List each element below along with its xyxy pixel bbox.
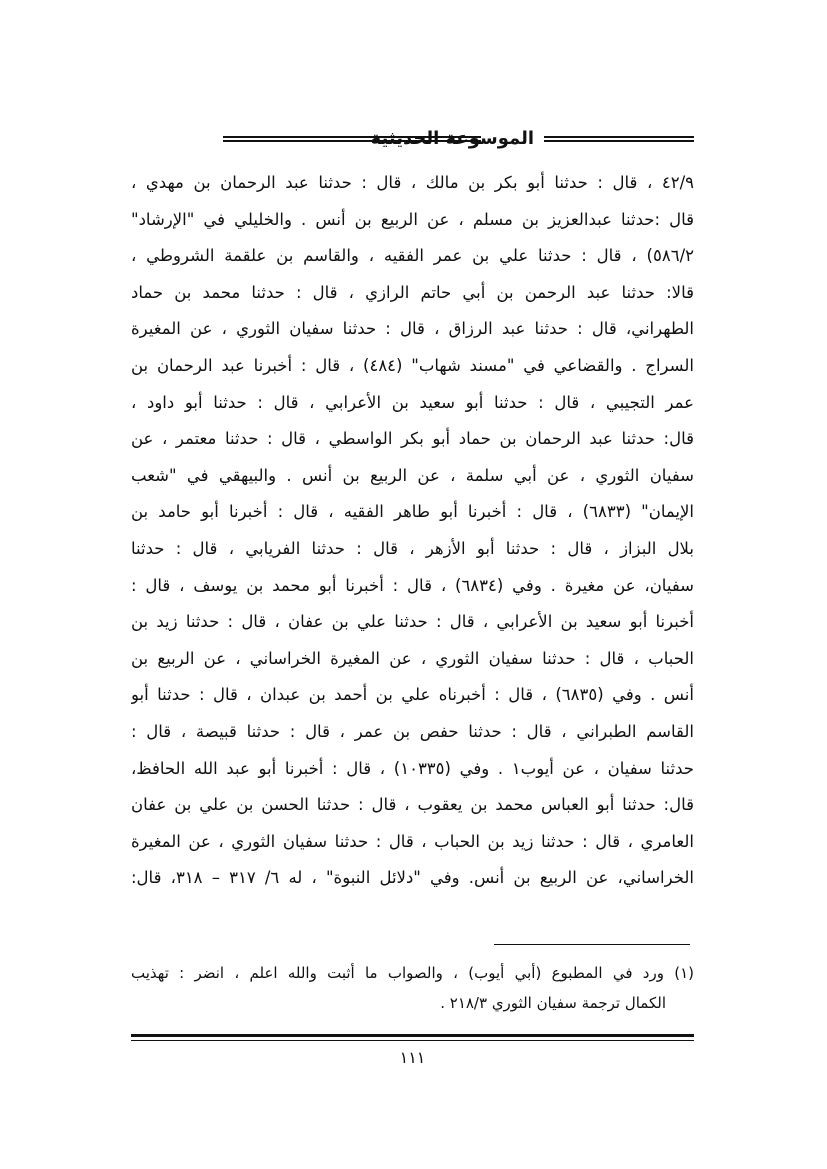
text-line: قالا: حدثنا عبد الرحمن بن أبي حاتم الرازي ، قال : حدثنا محمد بن حماد xyxy=(131,282,694,302)
text-line: سفيان، عن مغيرة . وفي (٦٨٣٤) ، قال : أخبرنا أبو محمد بن يوسف ، قال : xyxy=(131,575,694,595)
footer-rule-thick xyxy=(131,1034,694,1037)
text-line: ٥٨٦/٢) ، قال : حدثنا علي بن عمر الفقيه ، والقاسم بن علقمة الشروطي ، xyxy=(131,246,694,266)
text-line: قال: حدثنا أبو العباس محمد بن يعقوب ، قال : حدثنا الحسن بن علي بن عفان xyxy=(131,795,694,815)
footnote-line: (١) ورد في المطبوع (أبي أيوب) ، والصواب ما أثبت والله اعلم ، انضر : تهذيب xyxy=(131,964,694,982)
text-line: قال :حدثنا عبدالعزيز بن مسلم ، عن الربيع بن أنس . والخليلي في "الإرشاد" xyxy=(131,209,694,229)
footnote xyxy=(131,958,694,1018)
running-header xyxy=(131,124,694,154)
footer-rule-thin xyxy=(131,1040,694,1041)
text-line: السراج . والقضاعي في "مسند شهاب" (٤٨٤) ، قال : أخبرنا عبد الرحمان بن xyxy=(131,355,694,375)
text-line: الإيمان" (٦٨٣٣) ، قال : أخبرنا أبو طاهر الفقيه ، قال : أخبرنا أبو حامد بن xyxy=(131,502,694,522)
text-line: الحباب ، قال : حدثنا سفيان الثوري ، عن المغيرة الخراساني ، عن الربيع بن xyxy=(131,648,694,668)
text-line: عمر التجيبي ، قال : حدثنا أبو سعيد بن الأعرابي ، قال : حدثنا أبو داود ، xyxy=(131,392,694,412)
header-rule-right xyxy=(544,136,694,142)
footnote-line: الكمال ترجمة سفيان الثوري ٢١٨/٣ . xyxy=(440,994,666,1012)
text-line: بلال البزاز ، قال : حدثنا أبو الأزهر ، قال : حدثنا الفريابي ، قال : حدثنا xyxy=(131,538,694,558)
text-line: ٤٢/٩ ، قال : حدثنا أبو بكر بن مالك ، قال : حدثنا عبد الرحمان بن مهدي ، xyxy=(131,173,694,192)
text-line: الخراساني، عن الربيع بن أنس. وفي "دلائل النبوة" ، له ٦/ ٣١٧ – ٣١٨، قال: xyxy=(131,868,694,888)
footnote-separator xyxy=(494,944,690,945)
text-line: أنس . وفي (٦٨٣٥) ، قال : أخبرناه علي بن أحمد بن عبدان ، قال : حدثنا أبو xyxy=(131,685,694,705)
text-line: العامري ، قال : حدثنا زيد بن الحباب ، قال : حدثنا سفيان الثوري ، عن المغيرة xyxy=(131,831,694,851)
header-rule-center xyxy=(223,136,481,142)
page-number: ١١١ xyxy=(399,1048,426,1067)
text-line: القاسم الطبراني ، قال : حدثنا حفص بن عمر ، قال : حدثنا قبيصة ، قال : xyxy=(131,721,694,741)
text-line: قال: حدثنا عبد الرحمان بن حماد أبو بكر الواسطي ، قال : حدثنا معتمر ، عن xyxy=(131,429,694,449)
text-line: أخبرنا أبو سعيد بن الأعرابي ، قال : حدثنا علي بن عفان ، قال : حدثنا زيد بن xyxy=(131,612,694,632)
main-text xyxy=(131,165,694,897)
text-line: الطهراني، قال : حدثنا عبد الرزاق ، قال : حدثنا سفيان الثوري ، عن المغيرة xyxy=(131,319,694,339)
text-line: سفيان الثوري ، عن أبي سلمة ، عن الربيع بن أنس . والبيهقي في "شعب xyxy=(131,465,694,485)
text-line: حدثنا سفيان ، عن أيوب١ . وفي (١٠٣٣٥) ، قال : أخبرنا أبو عبد الله الحافظ، xyxy=(131,758,694,778)
header-title: الموسوعة الحديثية xyxy=(370,128,534,149)
